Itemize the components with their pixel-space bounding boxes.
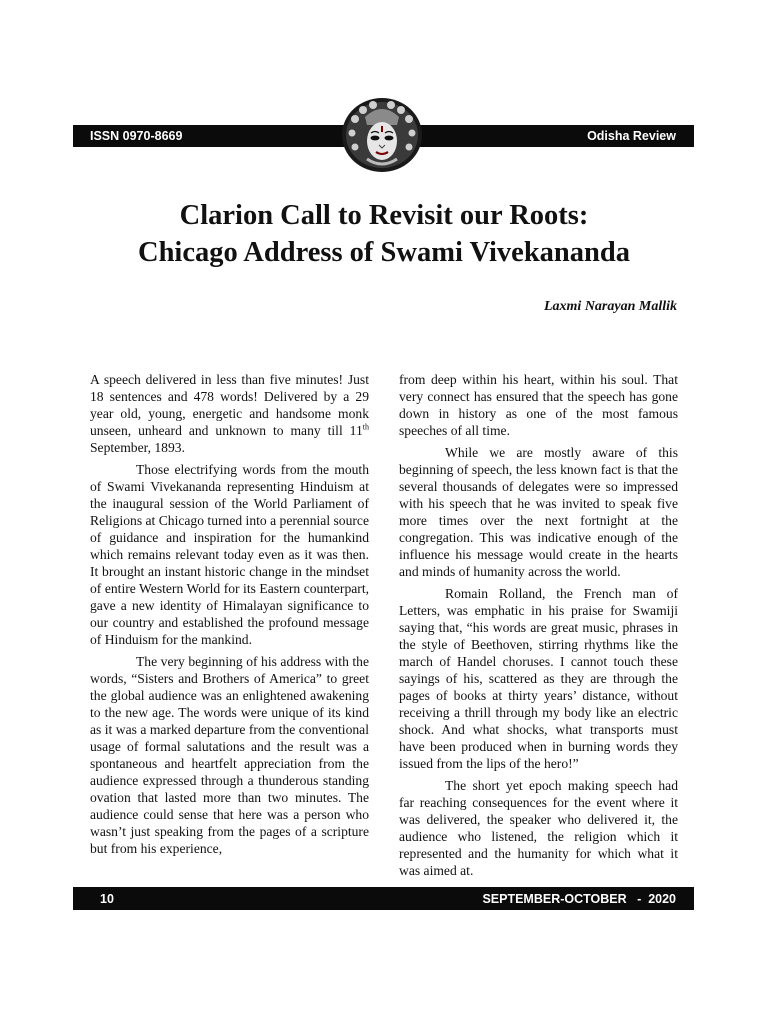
article-title xyxy=(0,197,768,271)
right-paragraph-3: Romain Rolland, the French man of Letters, was emphatic in his praise for Swamiji saying that, “his words are great music, phrases in the style of Beethoven, stirring rhythms like the march of Handel choruses. I cannot touch these sayings of his, scattered as they are through the pages of books at thirty years’ distance, without receiving a thrill through my body like an electric shock. And what shocks, what transports must have been produced when in burning words they issued from the lips of the hero!” xyxy=(399,586,678,771)
left-paragraph-1-end: September, 1893. xyxy=(90,440,185,455)
right-paragraph-4: The short yet epoch making speech had far reaching consequences for the event where it was delivered, the speaker who delivered it, the audience who listened, the religion which it represented and the humanity for which what it was aimed at. xyxy=(399,778,678,878)
page-number: 10 xyxy=(100,891,114,906)
issue-date: SEPTEMBER-OCTOBER - 2020 xyxy=(482,891,676,906)
left-paragraph-2: Those electrifying words from the mouth of Swami Vivekananda representing Hinduism at the inaugural session of the World Parliament of Religions at Chicago turned into a perennial source of guidance and inspiration for the humankind which remains relevant today even as it was then. It brought an instant historic change in the mindset of entire Western World for its Eastern counterpart, gave a new identity of Himalayan significance to our country and established the profound message of Hinduism for the mankind. xyxy=(90,462,369,647)
title-line-1: Clarion Call to Revisit our Roots: xyxy=(179,200,589,231)
ordinal-suffix: th xyxy=(362,422,369,432)
left-paragraph-3: The very beginning of his address with the words, “Sisters and Brothers of America” to greet the global audience was an enlightened awakening to the new age. The words were unique of its kind as it was a marked departure from the conventional usage of formal salutations and the result was a spontaneous and heartfelt appreciation from the audience expressed through a thunderous standing ovation that lasted more than two minutes. The audience could sense that here was a person who wasn’t just speaking from the pages of a scripture but from his experience, xyxy=(90,654,369,856)
right-paragraph-2: While we are mostly aware of this beginning of speech, the less known fact is that the several thousands of delegates were so impressed with his speech that he was invited to speak five more times over the next fortnight at the congregation. This was indicative enough of the influence his message would create in the hearts and minds of humanity across the world. xyxy=(399,445,678,579)
left-paragraph-1 xyxy=(90,371,369,456)
right-paragraph-1: from deep within his heart, within his soul. That very connect has ensured that the speech has gone down in history as one of the most famous speeches of all time. xyxy=(399,372,678,438)
left-paragraph-1-text: A speech delivered in less than five minutes! Just 18 sentences and 478 words! Delivered by a 29 year old, young, energetic and handsome monk unseen, unheard and unknown to many till 11 xyxy=(90,372,369,438)
goddess-face-emblem-icon xyxy=(341,97,423,173)
right-column xyxy=(399,371,678,884)
author-byline: Laxmi Narayan Mallik xyxy=(543,299,677,314)
footer-bar xyxy=(73,887,694,910)
journal-name: Odisha Review xyxy=(587,129,676,143)
title-line-2: Chicago Address of Swami Vivekananda xyxy=(138,237,630,268)
issn-label: ISSN 0970-8669 xyxy=(90,129,183,143)
left-column xyxy=(90,371,369,862)
